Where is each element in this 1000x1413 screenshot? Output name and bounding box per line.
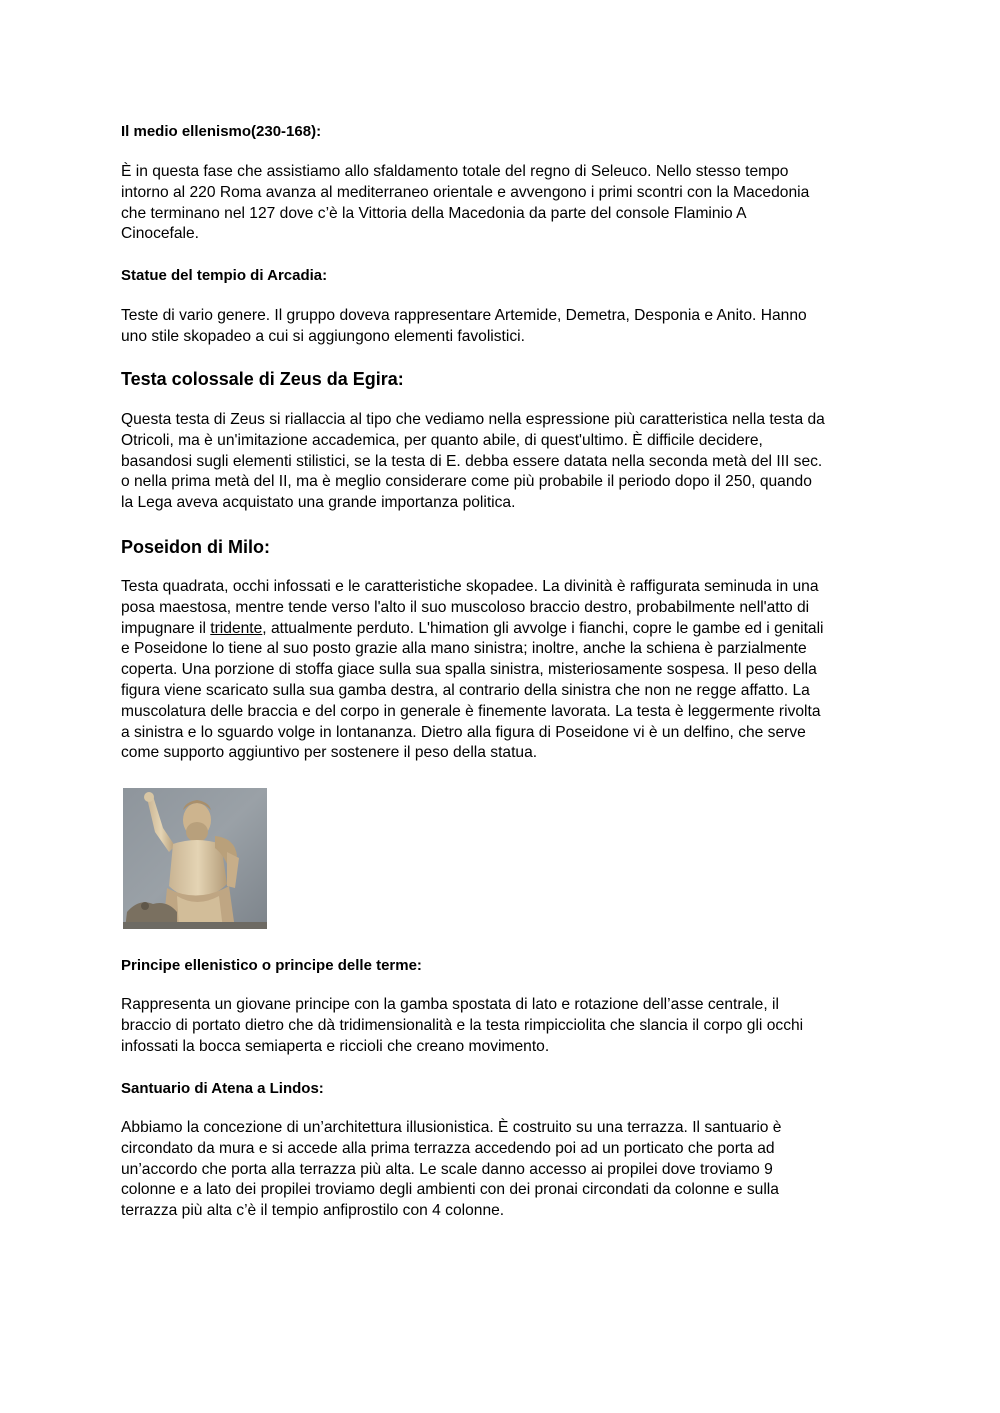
text-line: a sinistra e lo sguardo volge in lontananza. Dietro alla figura di Poseidone vi è un delfino, che serve xyxy=(121,723,806,741)
paragraph-santuario-atena xyxy=(121,1118,891,1222)
text-line: Teste di vario genere. Il gruppo doveva rappresentare Artemide, Demetra, Desponia e Anito. Hanno xyxy=(121,307,807,324)
text-line: Abbiamo la concezione di un’architettura illusionistica. È costruito su una terrazza. Il santuario è xyxy=(121,1119,782,1136)
paragraph-arcadia xyxy=(121,306,891,348)
paragraph-principe-ellenistico xyxy=(121,995,891,1057)
section-heading-zeus-egira: Testa colossale di Zeus da Egira: xyxy=(121,369,404,389)
section-heading-arcadia: Statue del tempio di Arcadia: xyxy=(121,267,328,284)
paragraph-medio-ellenismo xyxy=(121,162,891,245)
text-line: Questa testa di Zeus si riallaccia al tipo che vediamo nella espressione più caratteristica nella testa da xyxy=(121,411,825,428)
text-line: la Lega aveva acquistato una grande importanza politica. xyxy=(121,494,516,512)
text-line: intorno al 220 Roma avanza al mediterraneo orientale e avvengono i primi scontri con la Macedonia xyxy=(121,183,810,201)
paragraph-zeus-egira xyxy=(121,410,891,514)
section-heading-poseidon-milo: Poseidon di Milo: xyxy=(121,537,270,557)
text-line: colonne e a lato dei propilei troviamo degli ambienti con dei pronai circondati da colonne e sulla xyxy=(121,1181,779,1199)
text-line: o nella prima metà del II, ma è meglio considerare come più probabile il periodo dopo il 250, quando xyxy=(121,473,812,491)
text-line: infossati la bocca semiaperta e riccioli che creano movimento. xyxy=(121,1037,550,1055)
tridente-link[interactable]: tridente xyxy=(210,619,263,637)
text-line: un’accordo che porta alla terrazza più alta. Le scale danno accesso ai propilei dove troviamo 9 xyxy=(121,1160,773,1178)
text-line: basandosi sugli elementi stilistici, se la testa di E. debba essere datata nella seconda metà del III sec. xyxy=(121,452,823,470)
text-line: figura viene scaricato sulla sua gamba destra, al contrario della sinistra che non ne regge affatto. La xyxy=(121,681,810,699)
text-line: circondato da mura e si accede alla prima terrazza accedendo poi ad un porticato che porta ad xyxy=(121,1139,775,1157)
text-fragment: , attualmente perduto. L'himation gli avvolge i fianchi, copre le gambe ed i genitali xyxy=(262,619,824,637)
text-line: Otricoli, ma è un'imitazione accademica, per quanto abile, di quest'ultimo. È difficile decidere, xyxy=(121,431,763,449)
text-line: muscolatura delle braccia e del corpo in generale è finemente lavorata. La testa è leggermente rivolta xyxy=(121,702,821,720)
text-line: Rappresenta un giovane principe con la gamba spostata di lato e rotazione dell’asse centrale, il xyxy=(121,996,779,1013)
text-line: Testa quadrata, occhi infossati e le caratteristiche skopadee. La divinità è raffigurata seminuda in una xyxy=(121,578,819,595)
section-heading-santuario-atena: Santuario di Atena a Lindos: xyxy=(121,1080,324,1097)
text-line: braccio di portato dietro che dà tridimensionalità e la testa rimpicciolita che slancia il corpo gli occhi xyxy=(121,1016,804,1034)
text-line: coperta. Una porzione di stoffa giace sulla sua spalla sinistra, misteriosamente sospesa. Il peso della xyxy=(121,661,817,679)
text-line: posa maestosa, mentre tende verso l'alto il suo muscoloso braccio destro, probabilmente nell'atto di xyxy=(121,598,810,616)
section-heading-principe-ellenistico: Principe ellenistico o principe delle terme: xyxy=(121,957,422,974)
text-line: che terminano nel 127 dove c’è la Vittoria della Macedonia da parte del console Flaminio A xyxy=(121,204,747,222)
text-line: terrazza più alta c’è il tempio anfiprostilo con 4 colonne. xyxy=(121,1202,505,1220)
text-line: uno stile skopadeo a cui si aggiungono elementi favolistici. xyxy=(121,327,525,345)
text-fragment: impugnare il xyxy=(121,619,211,637)
text-line: Cinocefale. xyxy=(121,225,200,243)
text-line: È in questa fase che assistiamo allo sfaldamento totale del regno di Seleuco. Nello stesso tempo xyxy=(121,163,789,180)
paragraph-poseidon-milo xyxy=(121,577,891,764)
text-line: e Poseidone lo tiene al suo posto grazie alla mano sinistra; inoltre, anche la schiena è parzialmente xyxy=(121,640,807,658)
text-line: come supporto aggiuntivo per sostenere il peso della statua. xyxy=(121,744,538,762)
poseidon-statue-image xyxy=(123,788,267,929)
section-heading-medio-ellenismo: Il medio ellenismo(230-168): xyxy=(121,123,322,140)
text-line-with-link xyxy=(121,619,891,640)
